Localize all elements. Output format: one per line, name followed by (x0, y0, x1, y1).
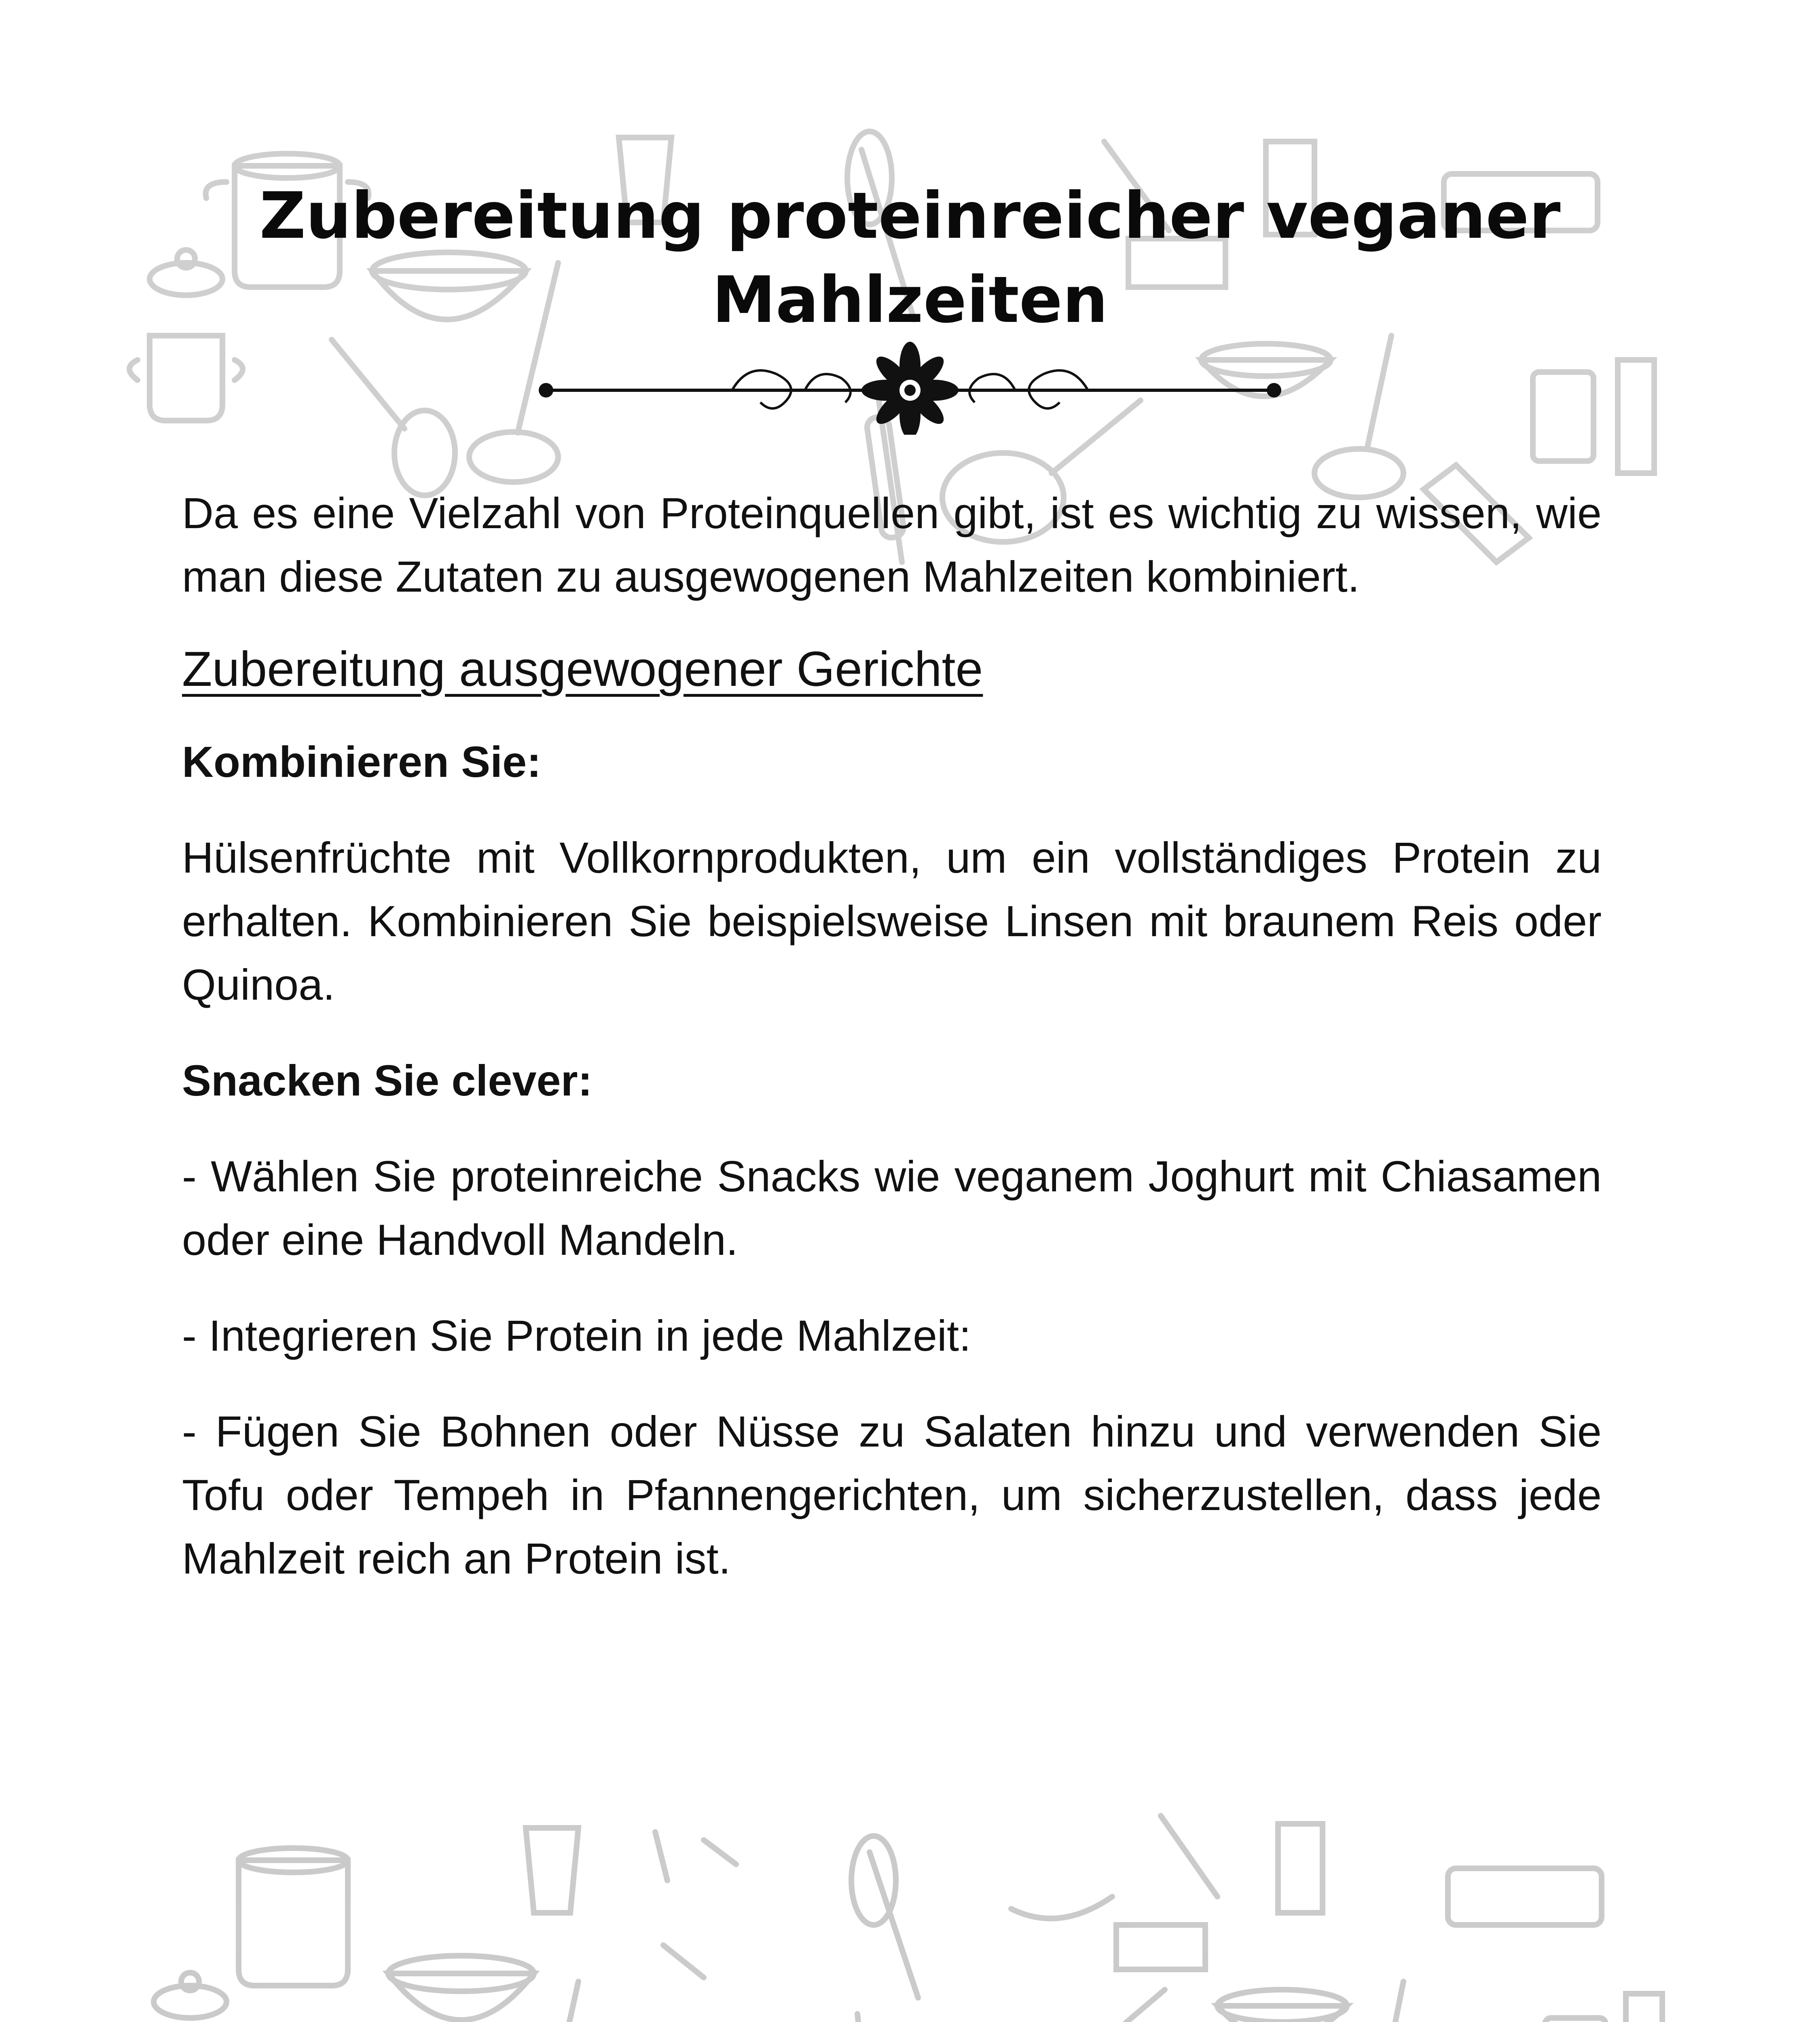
section-label-snacks: Snacken Sie clever: (182, 1056, 593, 1105)
flower-scroll-divider-icon (522, 338, 1298, 435)
bullet-integrate: - Integrieren Sie Protein in jede Mahlzeit: (182, 1311, 971, 1360)
page-title: Zubereitung proteinreicher veganer Mahlzeiten (259, 179, 1561, 337)
section-label-combine: Kombinieren Sie: (182, 737, 542, 786)
page-content (182, 481, 1602, 1590)
combine-paragraph: Hülsenfrüchte mit Vollkornprodukten, um ein vollständiges Protein zu erhalten. Kombinieren Sie beispielsweise Linsen mit braunem Reis oder Quinoa. (182, 833, 1602, 1009)
kitchen-utensils-icon (0, 1791, 1820, 2022)
intro-paragraph: Da es eine Vielzahl von Proteinquellen gibt, ist es wichtig zu wissen, wie man diese Zutaten zu ausgewogenen Mahlzeiten kombiniert. (182, 489, 1602, 601)
kitchen-illustration-bottom (0, 1791, 1820, 2022)
section-subheading: Zubereitung ausgewogener Gerichte (182, 641, 983, 696)
bullet-beans: - Fügen Sie Bohnen oder Nüsse zu Salaten hinzu und verwenden Sie Tofu oder Tempeh in Pfannengerichten, um sicherzustellen, dass jede Mahlzeit reich an Protein ist. (182, 1407, 1602, 1583)
bullet-snacks: - Wählen Sie proteinreiche Snacks wie veganem Joghurt mit Chiasamen oder eine Handvoll Mandeln. (182, 1152, 1602, 1264)
